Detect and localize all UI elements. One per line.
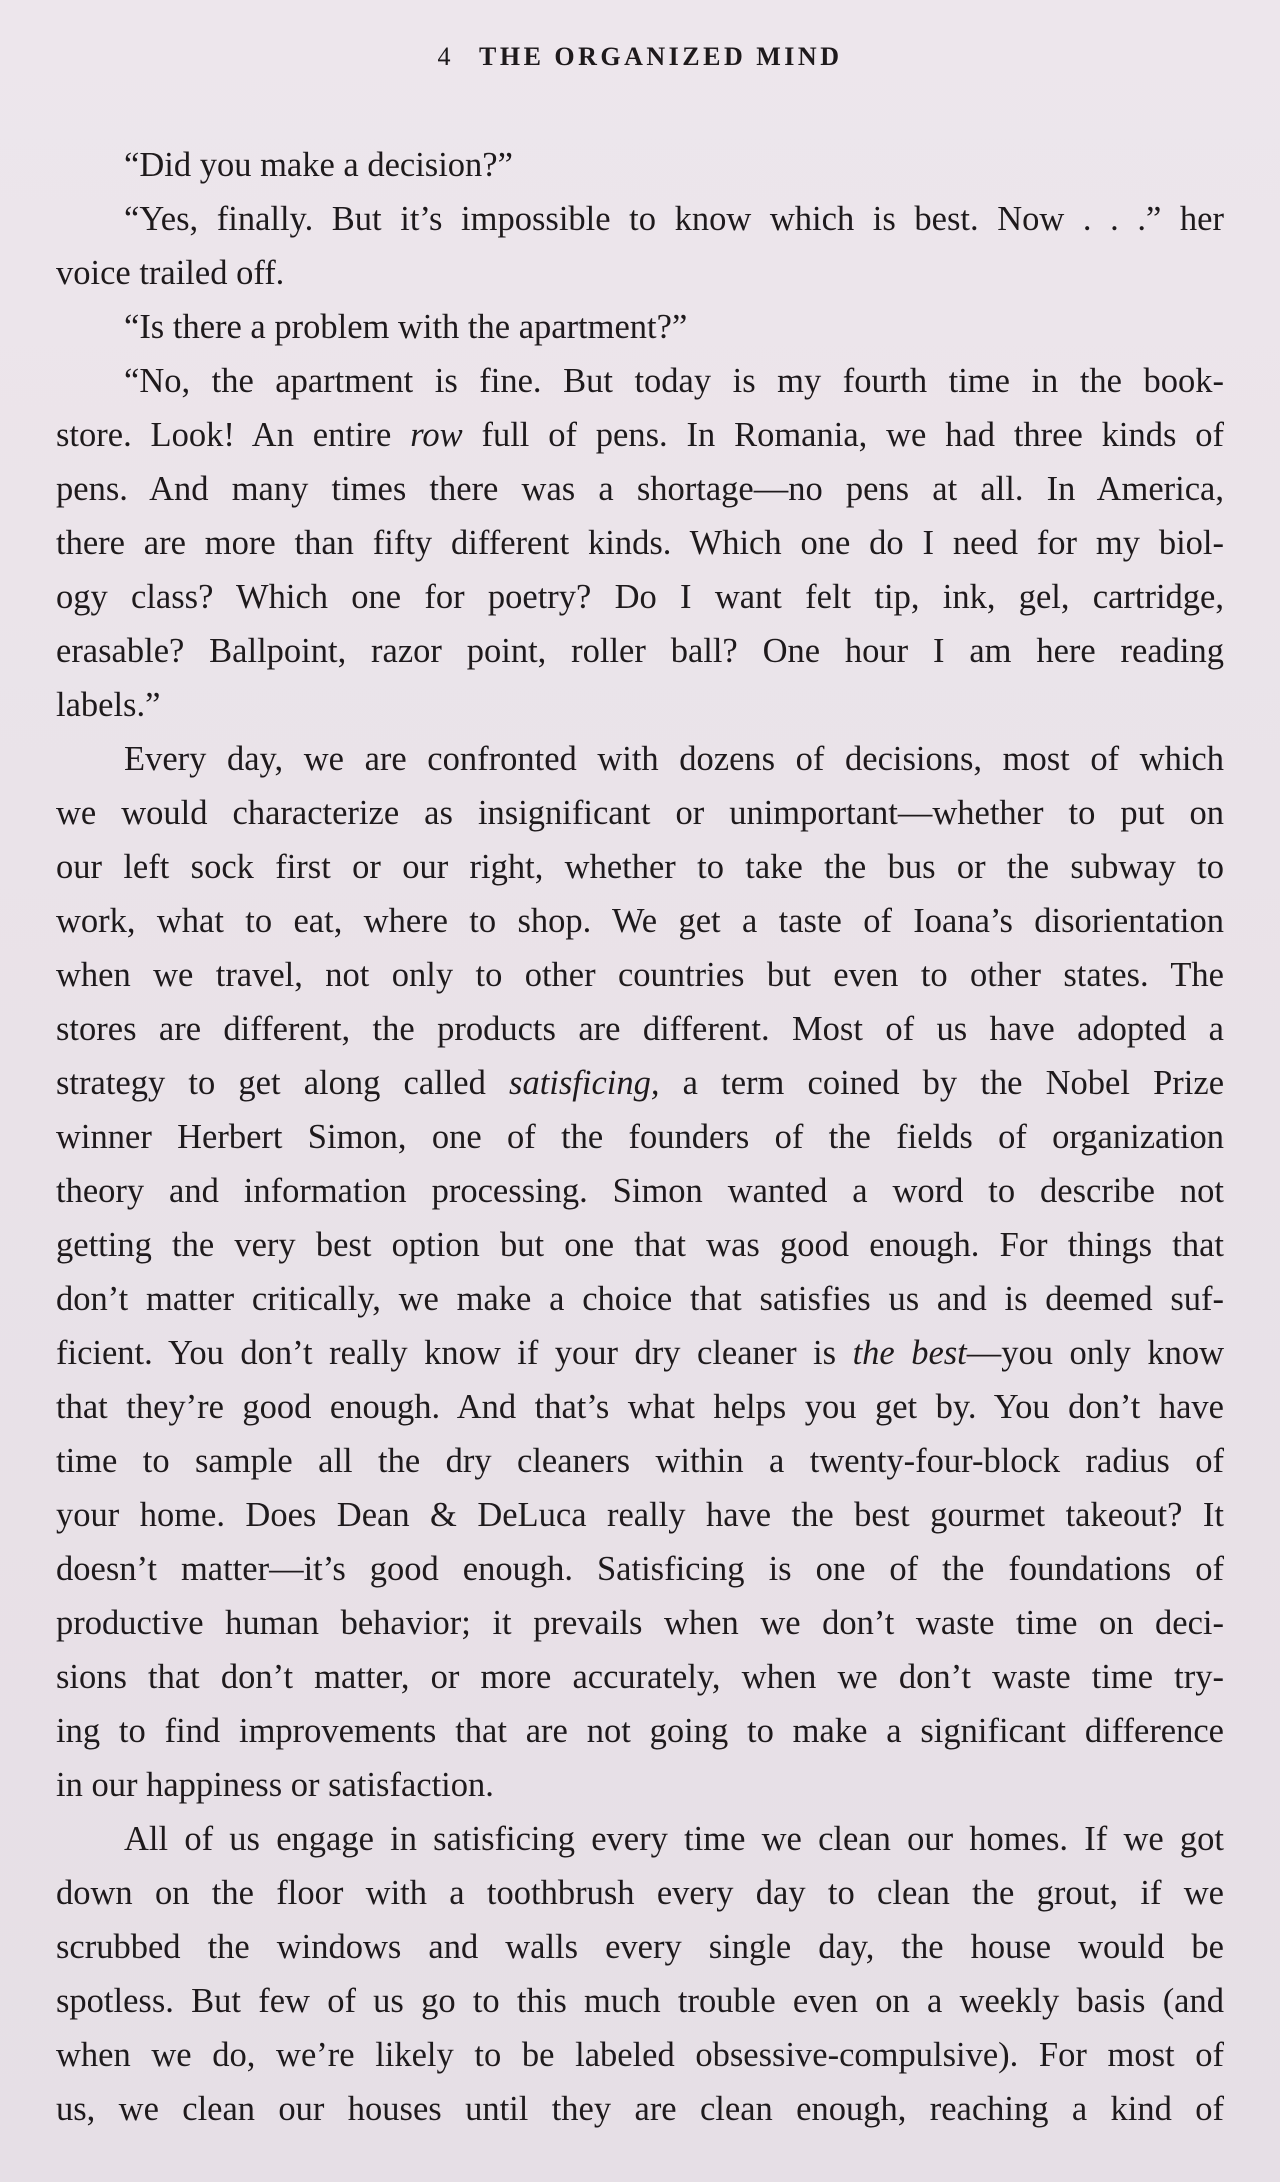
text-line: time to sample all the dry cleaners within a twenty-four-block radius of: [56, 1442, 1224, 1480]
body-text: [56, 138, 1224, 2136]
text-line: in our happiness or satisfaction.: [56, 1766, 494, 1804]
text-line: winner Herbert Simon, one of the founders of the fields of organization: [56, 1118, 1224, 1156]
page-number: 4: [437, 42, 453, 71]
text-line: sions that don’t matter, or more accurately, when we don’t waste time try-: [56, 1658, 1224, 1696]
text-line: when we travel, not only to other countries but even to other states. The: [56, 956, 1224, 994]
text-line: there are more than fifty different kinds. Which one do I need for my biol-: [56, 524, 1224, 562]
text-line: down on the floor with a toothbrush every day to clean the grout, if we: [56, 1874, 1224, 1912]
text-line: Every day, we are confronted with dozens of decisions, most of which: [124, 740, 1224, 778]
text-line: labels.”: [56, 686, 161, 724]
text-line: ogy class? Which one for poetry? Do I want felt tip, ink, gel, cartridge,: [56, 578, 1224, 616]
text-line: store. Look! An entire row full of pens. In Romania, we had three kinds of: [56, 416, 1224, 454]
text-line: getting the very best option but one that was good enough. For things that: [56, 1226, 1224, 1264]
text-line: strategy to get along called satisficing, a term coined by the Nobel Prize: [56, 1064, 1224, 1102]
text-line: scrubbed the windows and walls every single day, the house would be: [56, 1928, 1224, 1966]
running-head: [0, 42, 1280, 72]
book-title: THE ORGANIZED MIND: [479, 42, 843, 71]
text-line: “Did you make a decision?”: [124, 146, 513, 184]
text-line: productive human behavior; it prevails when we don’t waste time on deci-: [56, 1604, 1224, 1642]
text-line: theory and information processing. Simon wanted a word to describe not: [56, 1172, 1224, 1210]
text-line: ficient. You don’t really know if your dry cleaner is the best—you only know: [56, 1334, 1224, 1372]
text-line: “Is there a problem with the apartment?”: [124, 308, 688, 346]
text-line: voice trailed off.: [56, 254, 285, 292]
italic-text: the best: [852, 1334, 967, 1372]
text-line: “Yes, finally. But it’s impossible to know which is best. Now . . .” her: [124, 200, 1224, 238]
text-line: your home. Does Dean & DeLuca really have the best gourmet takeout? It: [56, 1496, 1224, 1534]
text-line: don’t matter critically, we make a choice that satisfies us and is deemed suf-: [56, 1280, 1224, 1318]
text-line: All of us engage in satisficing every time we clean our homes. If we got: [124, 1820, 1224, 1858]
text-line: stores are different, the products are different. Most of us have adopted a: [56, 1010, 1224, 1048]
text-line: doesn’t matter—it’s good enough. Satisficing is one of the foundations of: [56, 1550, 1224, 1588]
italic-text: satisficing,: [509, 1064, 660, 1102]
text-line: our left sock first or our right, whether to take the bus or the subway to: [56, 848, 1224, 886]
text-line: “No, the apartment is fine. But today is my fourth time in the book-: [124, 362, 1224, 400]
italic-text: row: [410, 416, 463, 454]
text-line: spotless. But few of us go to this much trouble even on a weekly basis (and: [56, 1982, 1224, 2020]
text-line: when we do, we’re likely to be labeled obsessive-compulsive). For most of: [56, 2036, 1224, 2074]
text-line: that they’re good enough. And that’s what helps you get by. You don’t have: [56, 1388, 1224, 1426]
text-line: ing to find improvements that are not going to make a significant difference: [56, 1712, 1224, 1750]
text-line: us, we clean our houses until they are clean enough, reaching a kind of: [56, 2090, 1224, 2128]
text-line: we would characterize as insignificant or unimportant—whether to put on: [56, 794, 1224, 832]
text-line: pens. And many times there was a shortage—no pens at all. In America,: [56, 470, 1224, 508]
text-line: work, what to eat, where to shop. We get a taste of Ioana’s disorientation: [56, 902, 1224, 940]
text-line: erasable? Ballpoint, razor point, roller ball? One hour I am here reading: [56, 632, 1224, 670]
